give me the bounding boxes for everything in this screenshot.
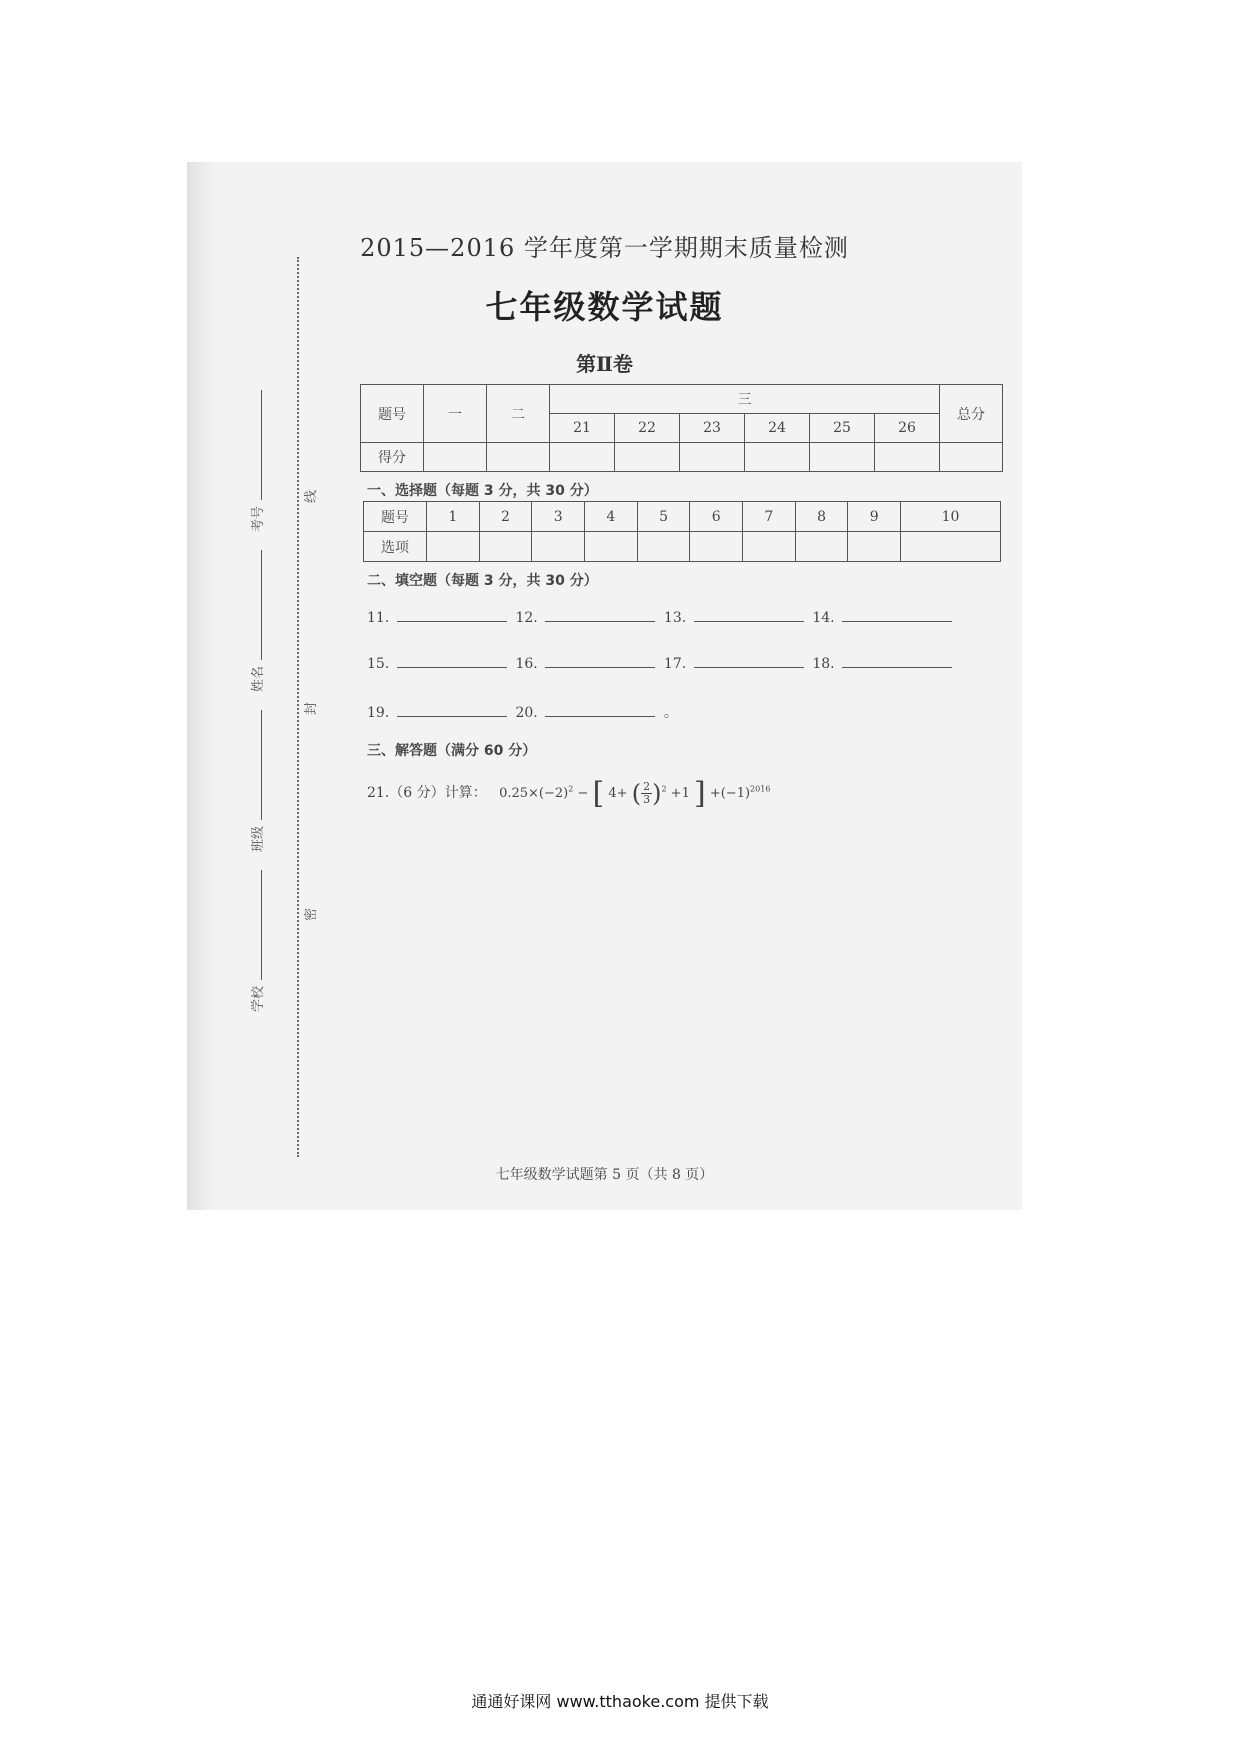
fill-blank-item[interactable]: 18. [812, 656, 956, 672]
section2-title: 二、填空题（每题 3 分，共 30 分） [367, 573, 598, 589]
choice-answer-cell[interactable] [848, 532, 901, 562]
choice-answer-cell[interactable] [585, 532, 638, 562]
score-part-1: 一 [424, 385, 487, 443]
fill-blank-item[interactable]: 11. [367, 610, 511, 626]
field-school: 学校 [247, 870, 266, 1012]
exam-title: 2015—2016 学年度第一学期期末质量检测 [360, 234, 849, 262]
score-cell[interactable] [940, 443, 1003, 472]
score-row-label: 得分 [361, 443, 424, 472]
fill-blank-item[interactable]: 15. [367, 656, 511, 672]
choice-number: 6 [690, 502, 743, 532]
score-cell[interactable] [680, 443, 745, 472]
score-cell[interactable] [745, 443, 810, 472]
fill-blank-item[interactable]: 13. [664, 610, 808, 626]
question-21 [367, 776, 770, 811]
fill-blank-item[interactable]: 14. [812, 610, 956, 626]
choice-answer-cell[interactable] [427, 532, 480, 562]
score-cell[interactable] [875, 443, 940, 472]
score-question-number: 21 [550, 414, 615, 443]
fill-blank-row [367, 656, 956, 672]
binding-char-mi: 密 [304, 907, 320, 922]
question-21-formula: $0.25\times(-2)^2$ − [ 4+ ( $\frac{2}{3})^2 +1$ ] $+(-1)^{2016}$ [499, 776, 771, 811]
choice-number: 8 [795, 502, 848, 532]
fill-blank-end-mark: 。 [663, 705, 678, 721]
score-question-number: 24 [745, 414, 810, 443]
subject-title: 七年级数学试题 [485, 288, 724, 326]
site-footer: 通通好课网 www.tthaoke.com 提供下载 [471, 1692, 769, 1711]
fraction-two-thirds: $\frac{2}{3}$ [643, 780, 651, 806]
choice-answer-cell[interactable] [743, 532, 796, 562]
choice-number: 1 [427, 502, 480, 532]
choice-answer-cell[interactable] [479, 532, 532, 562]
choice-answer-cell[interactable] [637, 532, 690, 562]
score-cell[interactable] [810, 443, 875, 472]
score-cell[interactable] [487, 443, 550, 472]
field-exam-number: 考号 [247, 390, 266, 532]
field-name: 姓名 [247, 550, 266, 692]
score-question-number: 23 [680, 414, 745, 443]
choice-answer-cell[interactable] [901, 532, 1001, 562]
score-cell[interactable] [615, 443, 680, 472]
section1-title: 一、选择题（每题 3 分，共 30 分） [367, 483, 598, 499]
choice-number: 7 [743, 502, 796, 532]
choice-number: 9 [848, 502, 901, 532]
fill-blank-item[interactable]: 20. [515, 705, 659, 721]
fill-blank-item[interactable]: 16. [515, 656, 659, 672]
score-total-label: 总分 [940, 385, 1003, 443]
choice-row-label-numbers: 题号 [364, 502, 427, 532]
fill-blank-item[interactable]: 17. [664, 656, 808, 672]
binding-char-feng: 封 [304, 701, 320, 716]
choice-number: 4 [585, 502, 638, 532]
fill-blank-row [367, 702, 678, 722]
choice-number: 3 [532, 502, 585, 532]
choice-answer-table [363, 501, 1001, 562]
score-row-header: 题号 [361, 385, 424, 443]
volume-title: 第Ⅱ卷 [576, 352, 633, 376]
choice-number: 2 [479, 502, 532, 532]
binding-dotted-line [297, 257, 299, 1157]
choice-answer-cell[interactable] [532, 532, 585, 562]
score-cell[interactable] [550, 443, 615, 472]
score-question-number: 25 [810, 414, 875, 443]
binding-char-xian: 线 [304, 489, 320, 504]
page-footer: 七年级数学试题第 5 页（共 8 页） [495, 1167, 714, 1183]
choice-row-label-answers: 选项 [364, 532, 427, 562]
score-part-3: 三 [550, 385, 940, 414]
score-part-2: 二 [487, 385, 550, 443]
choice-answer-cell[interactable] [795, 532, 848, 562]
score-question-number: 26 [875, 414, 940, 443]
fill-blank-item[interactable]: 12. [515, 610, 659, 626]
score-table [360, 384, 1003, 472]
field-class: 班级 [247, 710, 266, 852]
choice-number: 5 [637, 502, 690, 532]
score-question-number: 22 [615, 414, 680, 443]
scanned-exam-page [187, 162, 1022, 1210]
choice-answer-cell[interactable] [690, 532, 743, 562]
score-cell[interactable] [424, 443, 487, 472]
choice-number: 10 [901, 502, 1001, 532]
section3-title: 三、解答题（满分 60 分） [367, 743, 537, 759]
fill-blank-item[interactable]: 19. [367, 705, 511, 721]
question-21-label: 21.（6 分）计算： [367, 785, 487, 801]
fill-blank-row [367, 610, 956, 626]
